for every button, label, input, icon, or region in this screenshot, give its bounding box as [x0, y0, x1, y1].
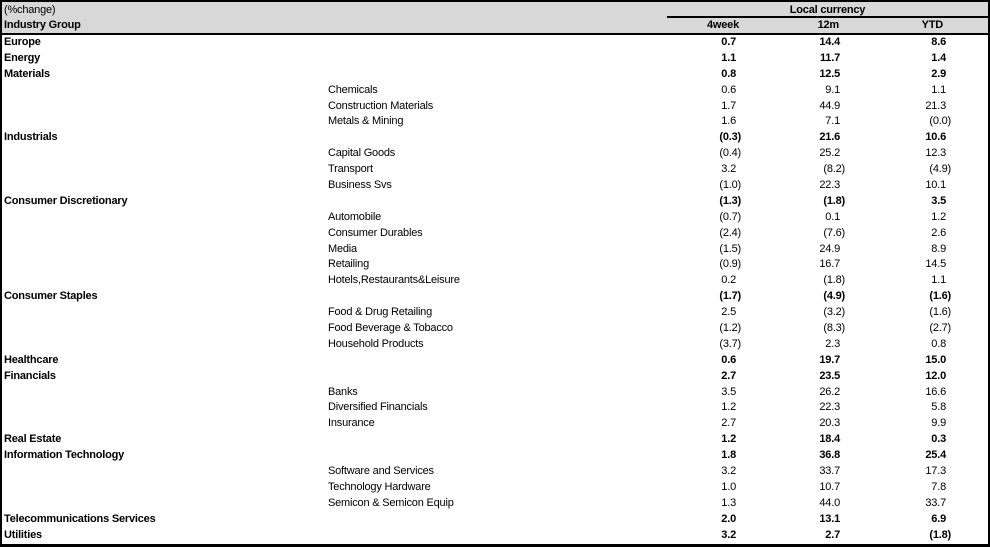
- group-label: Energy: [4, 51, 41, 64]
- row-right-spacer: [951, 226, 988, 242]
- sub-industry-label: Chemicals: [328, 83, 378, 96]
- table-row: [2, 242, 988, 258]
- value-cell-ytd: 21.3: [925, 99, 946, 112]
- sub-industry-label: [327, 353, 604, 369]
- sub-industry-label: Food Beverage & Tobacco: [328, 322, 453, 335]
- group-label: [2, 162, 327, 178]
- table-row: [2, 337, 988, 353]
- value-cell-4week: (1.0): [719, 179, 741, 192]
- table-row: [2, 114, 988, 130]
- value-cell-ytd: 7.8: [931, 480, 946, 493]
- value-cell-ytd: 14.5: [925, 258, 946, 271]
- value-cell-ytd: 0.3: [931, 433, 946, 446]
- value-cell-4week: (0.9): [719, 258, 741, 271]
- group-label: Financials: [4, 369, 56, 382]
- table-row: [2, 512, 988, 528]
- value-cell-ytd: (2.7): [929, 322, 951, 335]
- value-cell-ytd: 12.3: [925, 147, 946, 160]
- row-right-spacer: [951, 305, 988, 321]
- value-cell-ytd: 5.8: [931, 401, 946, 414]
- row-right-spacer: [951, 35, 988, 51]
- table-row: [2, 51, 988, 67]
- value-cell-12m: 25.2: [819, 147, 840, 160]
- value-cell-4week: (1.7): [719, 290, 741, 303]
- row-right-spacer: [951, 337, 988, 353]
- value-cell-4week: 0.6: [721, 83, 736, 96]
- sub-industry-label: Transport: [328, 163, 373, 176]
- table-row: [2, 178, 988, 194]
- value-cell-4week: 2.0: [721, 512, 736, 525]
- row-right-spacer: [951, 242, 988, 258]
- table-row: [2, 99, 988, 115]
- sub-industry-label: Consumer Durables: [328, 226, 423, 239]
- row-right-spacer: [951, 257, 988, 273]
- value-cell-12m: (8.2): [823, 163, 845, 176]
- value-cell-ytd: 12.0: [925, 369, 946, 382]
- value-cell-4week: (1.2): [719, 322, 741, 335]
- group-label: [2, 210, 327, 226]
- value-cell-ytd: 33.7: [925, 496, 946, 509]
- value-cell-ytd: 6.9: [931, 512, 946, 525]
- value-cell-12m: (1.8): [823, 194, 845, 207]
- row-right-spacer: [951, 369, 988, 385]
- sub-industry-label: Software and Services: [328, 465, 434, 478]
- group-label: Consumer Discretionary: [4, 194, 128, 207]
- group-label: [2, 178, 327, 194]
- header-row-top: [2, 2, 988, 18]
- value-cell-4week: (1.5): [719, 242, 741, 255]
- group-label: [2, 385, 327, 401]
- group-label: [2, 496, 327, 512]
- sub-industry-label: [327, 528, 604, 544]
- value-cell-12m: 20.3: [819, 417, 840, 430]
- value-cell-4week: 1.6: [721, 115, 736, 128]
- group-label: [2, 337, 327, 353]
- value-cell-4week: 0.6: [721, 353, 736, 366]
- row-right-spacer: [951, 416, 988, 432]
- value-cell-12m: 14.4: [819, 36, 840, 48]
- sub-industry-column-spacer: [327, 18, 604, 33]
- table-row: [2, 257, 988, 273]
- value-cell-ytd: 8.9: [931, 242, 946, 255]
- group-label: [2, 99, 327, 115]
- value-cell-ytd: (0.0): [929, 115, 951, 128]
- table-row: [2, 273, 988, 289]
- value-cell-ytd: 0.8: [931, 337, 946, 350]
- table-row: [2, 353, 988, 369]
- value-cell-12m: (1.8): [823, 274, 845, 287]
- value-cell-4week: 2.5: [721, 306, 736, 319]
- group-label: [2, 416, 327, 432]
- value-cell-4week: (2.4): [719, 226, 741, 239]
- industry-group-column-header: Industry Group: [4, 19, 81, 31]
- sub-industry-label: Metals & Mining: [328, 115, 404, 128]
- value-cell-ytd: 25.4: [925, 449, 946, 462]
- table-row: [2, 83, 988, 99]
- value-cell-12m: (3.2): [823, 306, 845, 319]
- value-cell-4week: 3.2: [721, 465, 736, 478]
- group-label: Utilities: [4, 528, 42, 541]
- value-cell-4week: 3.5: [721, 385, 736, 398]
- group-label: [2, 480, 327, 496]
- value-cell-4week: (0.4): [719, 147, 741, 160]
- group-label: [2, 464, 327, 480]
- sub-industry-label: [327, 194, 604, 210]
- value-cell-4week: (3.7): [719, 337, 741, 350]
- value-cell-4week: (0.7): [719, 210, 741, 223]
- value-cell-12m: 13.1: [819, 512, 840, 525]
- value-cell-ytd: 1.4: [931, 51, 946, 64]
- row-right-spacer: [951, 162, 988, 178]
- sub-industry-label: [327, 289, 604, 305]
- value-cell-12m: 33.7: [819, 465, 840, 478]
- row-right-spacer: [951, 432, 988, 448]
- table-row: [2, 289, 988, 305]
- percent-change-label: (%change): [4, 4, 56, 16]
- sub-industry-label: [327, 512, 604, 528]
- value-cell-ytd: 10.6: [925, 131, 946, 144]
- value-cell-ytd: 9.9: [931, 417, 946, 430]
- table-row: [2, 146, 988, 162]
- row-right-spacer: [951, 210, 988, 226]
- group-label: [2, 242, 327, 258]
- value-cell-ytd: (1.6): [929, 290, 951, 303]
- value-cell-ytd: 16.6: [925, 385, 946, 398]
- value-cell-ytd: 3.5: [931, 194, 946, 207]
- sub-industry-label: Household Products: [328, 337, 424, 350]
- table-row: [2, 496, 988, 512]
- value-cell-4week: 0.8: [721, 67, 736, 80]
- row-right-spacer: [951, 353, 988, 369]
- table-header: [2, 2, 988, 35]
- row-right-spacer: [951, 51, 988, 67]
- sub-industry-label: [327, 432, 604, 448]
- group-label: [2, 321, 327, 337]
- value-cell-4week: 1.8: [721, 449, 736, 462]
- value-cell-12m: 44.9: [819, 99, 840, 112]
- sub-industry-label: [327, 51, 604, 67]
- table-row: [2, 210, 988, 226]
- value-cell-4week: 1.2: [721, 433, 736, 446]
- value-cell-12m: 18.4: [819, 433, 840, 446]
- sub-industry-label: Automobile: [328, 210, 382, 223]
- value-cell-12m: 44.0: [819, 496, 840, 509]
- row-right-spacer: [951, 130, 988, 146]
- row-right-spacer: [951, 146, 988, 162]
- header-right-spacer: [951, 18, 988, 33]
- table-row: [2, 464, 988, 480]
- sub-industry-label: Retailing: [328, 258, 370, 271]
- group-label: [2, 257, 327, 273]
- group-label: [2, 273, 327, 289]
- row-right-spacer: [951, 448, 988, 464]
- table-row: [2, 35, 988, 51]
- row-right-spacer: [951, 400, 988, 416]
- row-right-spacer: [951, 512, 988, 528]
- value-cell-4week: 1.1: [721, 51, 736, 64]
- value-cell-ytd: (1.6): [929, 306, 951, 319]
- value-cell-12m: 2.3: [825, 337, 840, 350]
- group-label: [2, 226, 327, 242]
- group-label: [2, 83, 327, 99]
- table-row: [2, 416, 988, 432]
- sub-industry-label: [327, 369, 604, 385]
- value-cell-ytd: (1.8): [929, 528, 951, 541]
- value-cell-4week: 1.2: [721, 401, 736, 414]
- value-cell-4week: 1.0: [721, 480, 736, 493]
- value-cell-12m: (4.9): [823, 290, 845, 303]
- value-cell-12m: 11.7: [819, 51, 840, 64]
- value-cell-4week: (1.3): [719, 194, 741, 207]
- row-right-spacer: [951, 114, 988, 130]
- value-cell-4week: 0.7: [721, 36, 736, 48]
- value-cell-ytd: 1.1: [931, 274, 946, 287]
- header-row-columns: [2, 18, 988, 33]
- value-cell-4week: 2.7: [721, 369, 736, 382]
- value-cell-4week: 0.2: [721, 274, 736, 287]
- row-right-spacer: [951, 99, 988, 115]
- table-row: [2, 194, 988, 210]
- row-right-spacer: [951, 178, 988, 194]
- row-right-spacer: [951, 496, 988, 512]
- row-right-spacer: [951, 289, 988, 305]
- value-cell-4week: 2.7: [721, 417, 736, 430]
- group-label: Europe: [4, 36, 41, 48]
- sub-industry-label: [327, 448, 604, 464]
- value-cell-ytd: 1.2: [931, 210, 946, 223]
- value-cell-4week: 3.2: [721, 528, 736, 541]
- value-cell-ytd: 2.9: [931, 67, 946, 80]
- group-label: Telecommunications Services: [4, 512, 156, 525]
- value-cell-12m: 36.8: [819, 449, 840, 462]
- value-cell-12m: 24.9: [819, 242, 840, 255]
- row-right-spacer: [951, 321, 988, 337]
- sub-industry-label: Construction Materials: [328, 99, 434, 112]
- sub-industry-label: Semicon & Semicon Equip: [328, 496, 454, 509]
- sub-industry-label: Food & Drug Retailing: [328, 306, 433, 319]
- value-cell-12m: 7.1: [825, 115, 840, 128]
- row-right-spacer: [951, 464, 988, 480]
- sub-industry-label: [327, 130, 604, 146]
- sub-industry-label: [327, 67, 604, 83]
- row-right-spacer: [951, 385, 988, 401]
- value-cell-4week: 3.2: [721, 163, 736, 176]
- group-label: Information Technology: [4, 449, 125, 462]
- value-cell-ytd: 1.1: [931, 83, 946, 96]
- column-header-4week: 4week: [706, 19, 739, 31]
- table-row: [2, 130, 988, 146]
- group-label: Industrials: [4, 131, 58, 144]
- table-body: [2, 35, 988, 544]
- value-cell-ytd: 10.1: [925, 179, 946, 192]
- group-label: [2, 114, 327, 130]
- value-cell-12m: 21.6: [819, 131, 840, 144]
- value-cell-4week: 1.3: [721, 496, 736, 509]
- value-cell-12m: (8.3): [823, 322, 845, 335]
- local-currency-group-header: Local currency: [667, 2, 988, 18]
- value-cell-12m: 0.1: [825, 210, 840, 223]
- value-cell-12m: 23.5: [819, 369, 840, 382]
- value-cell-12m: 16.7: [819, 258, 840, 271]
- value-cell-ytd: 17.3: [925, 465, 946, 478]
- sub-industry-label: Technology Hardware: [328, 480, 431, 493]
- table-row: [2, 528, 988, 544]
- row-right-spacer: [951, 528, 988, 544]
- row-right-spacer: [951, 67, 988, 83]
- table-row: [2, 162, 988, 178]
- value-cell-12m: 19.7: [819, 353, 840, 366]
- row-right-spacer: [951, 480, 988, 496]
- value-cell-12m: 22.3: [819, 179, 840, 192]
- value-cell-12m: (7.6): [823, 226, 845, 239]
- sub-industry-label: Business Svs: [328, 179, 392, 192]
- value-cell-ytd: 15.0: [925, 353, 946, 366]
- row-right-spacer: [951, 273, 988, 289]
- sub-industry-label: Capital Goods: [328, 147, 396, 160]
- row-right-spacer: [951, 83, 988, 99]
- group-label: Materials: [4, 67, 50, 80]
- table-row: [2, 226, 988, 242]
- table-row: [2, 480, 988, 496]
- sub-industry-label: Hotels,Restaurants&Leisure: [328, 274, 460, 287]
- sub-industry-label: Banks: [328, 385, 358, 398]
- table-row: [2, 400, 988, 416]
- group-label: [2, 146, 327, 162]
- row-right-spacer: [951, 194, 988, 210]
- value-cell-4week: (0.3): [719, 131, 741, 144]
- group-label: Real Estate: [4, 433, 62, 446]
- sub-industry-label: Insurance: [328, 417, 375, 430]
- sub-industry-label: [327, 35, 604, 51]
- table-row: [2, 385, 988, 401]
- value-cell-12m: 9.1: [825, 83, 840, 96]
- group-label: Healthcare: [4, 353, 59, 366]
- value-cell-12m: 12.5: [819, 67, 840, 80]
- value-cell-ytd: (4.9): [929, 163, 951, 176]
- table-row: [2, 448, 988, 464]
- column-header-12m: 12m: [817, 19, 839, 31]
- value-cell-12m: 2.7: [825, 528, 840, 541]
- table-row: [2, 321, 988, 337]
- value-cell-ytd: 8.6: [931, 36, 946, 48]
- value-cell-12m: 26.2: [819, 385, 840, 398]
- column-header-ytd: YTD: [921, 19, 943, 31]
- value-cell-12m: 10.7: [819, 480, 840, 493]
- value-cell-12m: 22.3: [819, 401, 840, 414]
- sub-industry-label: Diversified Financials: [328, 401, 428, 414]
- table-row: [2, 432, 988, 448]
- sub-industry-label: Media: [328, 242, 357, 255]
- table-row: [2, 67, 988, 83]
- group-label: Consumer Staples: [4, 290, 98, 303]
- value-cell-ytd: 2.6: [931, 226, 946, 239]
- group-label: [2, 305, 327, 321]
- group-label: [2, 400, 327, 416]
- table-row: [2, 369, 988, 385]
- table-row: [2, 305, 988, 321]
- value-cell-4week: 1.7: [721, 99, 736, 112]
